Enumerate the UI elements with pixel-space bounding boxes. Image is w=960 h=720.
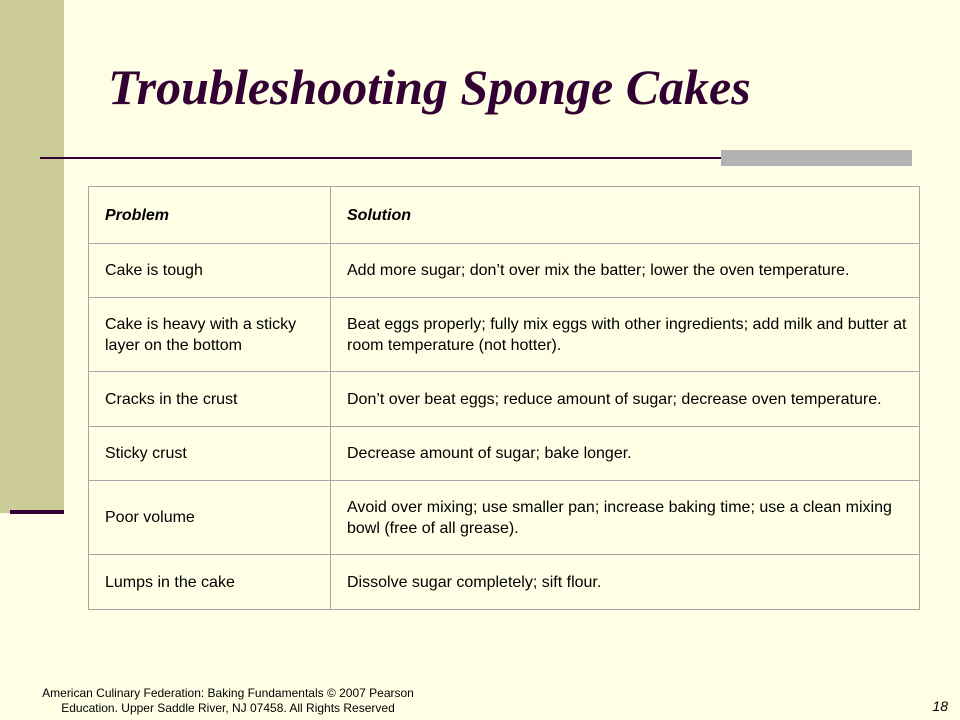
solution-cell: Avoid over mixing; use smaller pan; increase baking time; use a clean mixing bowl (free of all grease). bbox=[331, 481, 920, 555]
title-divider-accent bbox=[721, 150, 912, 166]
left-accent-underline bbox=[10, 510, 64, 514]
solution-cell: Don’t over beat eggs; reduce amount of sugar; decrease oven temperature. bbox=[331, 372, 920, 427]
solution-cell: Dissolve sugar completely; sift flour. bbox=[331, 555, 920, 610]
footer-credit-line-2: Education. Upper Saddle River, NJ 07458. All Rights Reserved bbox=[61, 701, 395, 715]
problem-cell: Lumps in the cake bbox=[89, 555, 331, 610]
solution-cell: Decrease amount of sugar; bake longer. bbox=[331, 427, 920, 481]
problem-cell: Cake is tough bbox=[89, 244, 331, 298]
problem-cell: Cracks in the crust bbox=[89, 372, 331, 427]
table-row bbox=[89, 372, 920, 427]
footer-credit bbox=[18, 686, 438, 716]
table-row bbox=[89, 298, 920, 372]
table-header-row bbox=[89, 187, 920, 244]
header-problem: Problem bbox=[89, 187, 331, 244]
problem-cell: Sticky crust bbox=[89, 427, 331, 481]
page-number: 18 bbox=[932, 698, 948, 714]
problem-cell: Cake is heavy with a sticky layer on the bottom bbox=[89, 298, 331, 372]
solution-cell: Add more sugar; don’t over mix the batter; lower the oven temperature. bbox=[331, 244, 920, 298]
solution-cell: Beat eggs properly; fully mix eggs with other ingredients; add milk and butter at room temperature (not hotter). bbox=[331, 298, 920, 372]
table-row bbox=[89, 427, 920, 481]
table-row bbox=[89, 244, 920, 298]
slide-title: Troubleshooting Sponge Cakes bbox=[108, 59, 751, 115]
troubleshooting-table bbox=[88, 186, 920, 610]
table-row bbox=[89, 481, 920, 555]
problem-cell: Poor volume bbox=[89, 481, 331, 555]
troubleshooting-table-container bbox=[88, 186, 920, 610]
table-row bbox=[89, 555, 920, 610]
header-solution: Solution bbox=[331, 187, 920, 244]
footer-credit-line-1: American Culinary Federation: Baking Fundamentals © 2007 Pearson bbox=[42, 686, 414, 700]
left-accent-bar bbox=[0, 0, 64, 513]
